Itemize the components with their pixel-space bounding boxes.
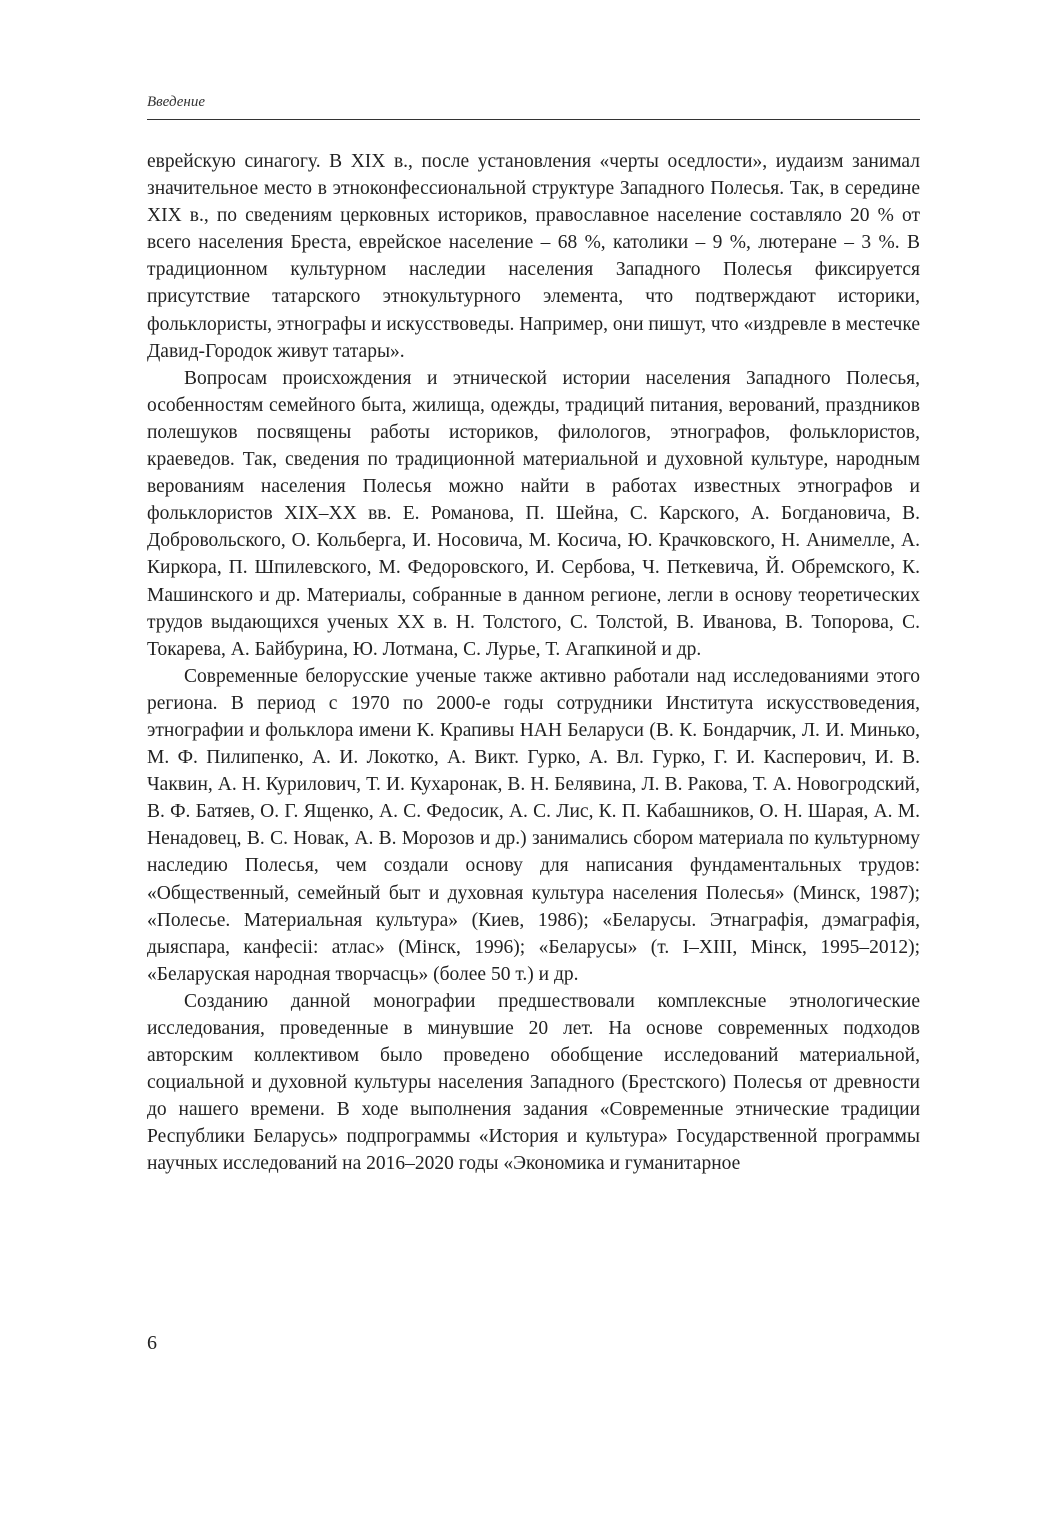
paragraph: Созданию данной монографии предшествовали комплексные этнологические исследования, проведенные в минувшие 20 лет. На основе современных подходов авторским коллективом было проведено обобщение исследований материальной, социальной и духовной культуры населения Западного (Брестского) Полесья от древности до нашего времени. В ходе выполнения задания «Современные этнические традиции Республики Беларусь» подпрограммы «История и культура» Государственной программы научных исследований на 2016–2020 годы «Экономика и гуманитарное: [147, 990, 920, 1175]
running-head-title: Введение: [147, 94, 205, 110]
paragraph: Современные белорусские ученые также активно работали над исследованиями этого региона. В период с 1970 по 2000-е годы сотрудники Института искусствоведения, этнографии и фольклора имени К. Крапивы НАН Беларуси (В. К. Бондарчик, Л. И. Минько, М. Ф. Пилипенко, А. И. Локотко, А. Викт. Гурко, А. Вл. Гурко, Г. И. Касперович, И. В. Чаквин, А. Н. Курилович, Т. И. Кухаронак, В. Н. Белявина, Л. В. Ракова, Т. А. Новогродский, В. Ф. Батяев, О. Г. Ященко, А. С. Федосик, А. С. Лис, К. П. Кабашников, О. Н. Шарая, А. М. Ненадовец, В. С. Новак, А. В. Морозов и др.) занимались сбором материала по культурному наследию Полесья, чем создали основу для написания фундаментальных трудов: «Общественный, семейный быт и духовная культура населения Полесья» (Минск, 1987); «Полесье. Материальная культура» (Киев, 1986); «Беларусы. Этнаграфія, дэмаграфія, дыяспара, канфесіі: атлас» (Мінск, 1996); «Беларусы» (т. I–XIII, Мінск, 1995–2012); «Беларуская народная творчасць» (более 50 т.) и др.: [147, 665, 920, 985]
paragraph: Вопросам происхождения и этнической истории населения Западного Полесья, особенностям семейного быта, жилища, одежды, традиций питания, верований, праздников полешуков посвящены работы историков, филологов, этнографов, фольклористов, краеведов. Так, сведения по традиционной материальной и духовной культуре, народным верованиям населения Полесья можно найти в работах известных этнографов и фольклористов XIX–XX вв. Е. Романова, П. Шейна, С. Карского, А. Богдановича, В. Добровольского, О. Кольберга, И. Носовича, М. Косича, Ю. Крачковского, Н. Анимелле, А. Киркора, П. Шпилевского, М. Федоровского, И. Сербова, Ч. Петкевича, Й. Обремского, К. Машинского и др. Материалы, собранные в данном регионе, легли в основу теоретических трудов выдающихся ученых XX в. Н. Толстого, С. Толстой, В. Иванова, В. Топорова, С. Токарева, А. Байбурина, Ю. Лотмана, С. Лурье, Т. Агапкиной и др.: [147, 367, 920, 660]
main-text: [147, 148, 920, 1178]
header-divider: [147, 119, 920, 120]
page-number: 6: [147, 1332, 157, 1354]
paragraph-continued: еврейскую синагогу. В XIX в., после установления «черты оседлости», иудаизм занимал значительное место в этноконфессиональной структуре Западного Полесья. Так, в середине XIX в., по сведениям церковных историков, православное население составляло 20 % от всего населения Бреста, еврейское население – 68 %, католики – 9 %, лютеране – 3 %. В традиционном культурном наследии населения Западного Полесья фиксируется присутствие татарского этнокультурного элемента, что подтверждают историки, фольклористы, этнографы и искусствоведы. Например, они пишут, что «издревле в местечке Давид-Городок живут татары».: [147, 151, 920, 362]
